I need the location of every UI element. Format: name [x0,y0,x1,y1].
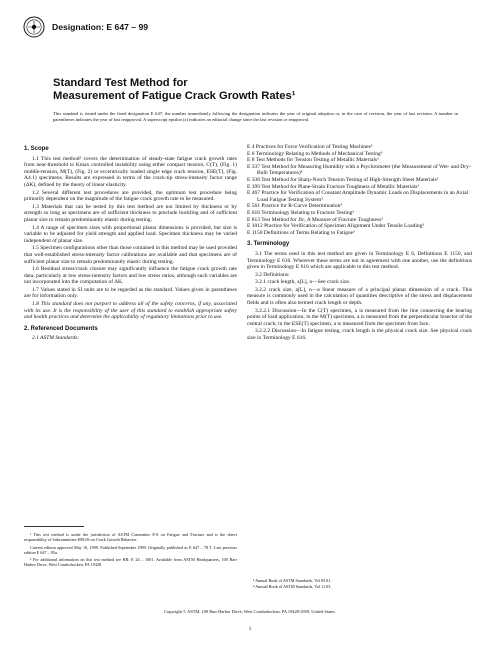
right-column [247,144,472,343]
paragraph-1-1: 1.1 This test method² covers the determination of steady-state fatigue crack growth rates from near-threshold to Kmax controlled instability using either compact tension, C(T), (Fig. 1) middle-tension, M(T), (Fig. 2) or eccentrically loaded single edge crack tension, ESE(T), (Fig. A4.1) specimens. Results are expressed in terms of the crack-tip stress-intensity factor range (ΔK), defined by the theory of linear elasticity. [24,155,237,188]
paragraph-1-5: 1.5 Specimen configurations other than those contained in this method may be used provided that well-established stress-intensity factor calibrations are available and that specimens are of sufficient planar size to remain predominantly elastic during testing. [24,245,237,265]
paragraph-3-2-2-1: 3.2.2.1 Discussion—In the C(T) specimen, a is measured from the line connecting the bearing points of load application; in the M(T) specimen, a is measured from the perpendicular bisector of the central crack; in the ESE(T) specimen, a is measured from the specimen front face. [247,307,472,327]
title-line-2: Measurement of Fatigue Crack Growth Rates¹ [53,90,296,102]
reference-item: E 6 Terminology Relating to Methods of Mechanical Testing³ [247,150,383,157]
footnote-divider [24,526,84,527]
reference-item: E 1012 Practice for Verification of Specimen Alignment Under Tensile Loading³ [247,223,425,230]
copyright-line: Copyright © ASTM, 100 Barr Harbor Drive, West Conshohocken, PA 19428-2959, United States. [164,609,336,614]
paragraph-1-7: 1.7 Values stated in SI units are to be regarded as the standard. Values given in parentheses are for information only. [24,286,237,300]
paragraph-1-4: 1.4 A range of specimen sizes with proportional planar dimensions is provided, but size is variable to be adjusted for yield strength and applied load. Specimen thickness may be varied independent of planar size. [24,224,237,244]
paragraph-3-2-1: 3.2.1 crack length, a[L], n—See crack size. [255,279,351,286]
astm-logo-icon [22,16,46,38]
footnote-2: ² For additional information on this test method see RR: E 24 – 1001. Available from ASTM Headquarters, 100 Barr Harbor Drive, West Conshohocken, PA 19428. [24,557,237,568]
reference-item: E 616 Terminology Relating to Fracture Testing³ [247,209,354,216]
paragraph-1-3: 1.3 Materials that can be tested by this test method are not limited by thickness or by strength so long as specimens are of sufficient thickness to preclude buckling and of sufficient planar size to remain predominantly elastic during testing. [24,203,237,223]
paragraph-1-6: 1.6 Residual stress/crack closure may significantly influence the fatigue crack growth rate data, particularly at low stress-intensity factors and low stress ratios, although such variables are not incorporated into the computation of ΔK. [24,266,237,286]
paragraph-2-1: 2.1 ASTM Standards: [32,335,80,342]
document-title [53,77,453,103]
footnote-1: ¹ This test method is under the jurisdiction of ASTM Committee E-8 on Fatigue and Fracture and is the direct responsibility of Subcommittee E08.06 on Crack Growth Behavior. [24,532,237,543]
page-number: 1 [248,626,252,632]
paragraph-3-2: 3.2 Definitions: [255,271,290,278]
footnotes-right [247,578,472,591]
footnote-3: ³ Annual Book of ASTM Standards, Vol 03.01. [253,578,332,583]
footnote-4: ⁴ Annual Book of ASTM Standards, Vol 11.03. [253,584,332,590]
section-title-terminology: 3. Terminology [247,241,290,248]
reference-item: E 813 Test Method for JIc, A Measure of Fracture Toughness³ [247,216,383,223]
paragraph-1-8: 1.8 This standard does not purport to address all of the safety concerns, if any, associated with its use. It is the responsibility of the user of this standard to establish appropriate safety and health practices and determine the applicability of regulatory limitations prior to use. [24,301,237,321]
reference-item: E 337 Test Method for Measuring Humidity with a Psychrometer (the Measurement of Wet- and Dry-Bulb Temperatures)⁴ [247,163,471,177]
reference-item: E 399 Test Method for Plane-Strain Fracture Toughness of Metallic Materials³ [247,183,420,190]
referenced-standards-list [247,144,472,236]
reference-item: E 467 Practice for Verification of Constant Amplitude Dynamic Loads on Displacements in an Axial Load Fatigue Testing System³ [247,190,469,203]
footnotes-left [24,526,237,570]
reference-item: E 4 Practices for Force Verification of Testing Machines³ [247,144,373,150]
reference-item: E 338 Test Method for Sharp-Notch Tension Testing of High-Strength Sheet Materials³ [247,176,439,183]
section-title-referenced-documents: 2. Referenced Documents [24,325,98,332]
paragraph-3-2-2-2: 3.2.2.2 Discussion—In fatigue testing, crack length is the physical crack size. See physical crack size in Terminology E 616. [247,328,472,342]
paragraph-3-2-2: 3.2.2 crack size, a[L], n—a linear measure of a principal planar dimension of a crack. This measure is commonly used in the calculation of quantities descriptive of the stress and displacement fields and is often also termed crack length or depth. [247,286,472,307]
reference-item: E 8 Test Methods for Tension Testing of Metallic Materials³ [247,157,379,164]
title-line-1: Standard Test Method for [53,77,188,89]
designation-label: Designation: E 647 – 99 [52,22,148,32]
section-title-scope: 1. Scope [24,146,49,152]
paragraph-3-1: 3.1 The terms used in this test method are given in Terminology E 6, Definitions E 1150, and Terminology E 616. Wherever these terms are not in agreement with one another, use the definitions given in Terminology E 616 which are applicable to this test method. [247,250,472,271]
issue-note: This standard is issued under the fixed designation E 647; the number immediately following the designation indicates the year of original adoption or, in the case of revision, the year of last revision. A number in parentheses indicates the year of last reapproval. A superscript epsilon (ε) indicates an editorial change since the last revision or reapproval. [53,111,458,122]
reference-item: E 561 Practice for R-Curve Determination³ [247,203,342,210]
reference-item: E 1150 Definitions of Terms Relating to Fatigue³ [247,229,355,236]
paragraph-1-2: 1.2 Several different test procedures are provided, the optimum test procedure being primarily dependent on the magnitude of the fatigue crack growth rate to be measured. [24,189,237,203]
left-column [24,144,237,344]
footnote-1-edition: Current edition approved May 10, 1999. Published September 1999. Originally published as E 647 – 78 T. Last previous edition E 647 – 95a. [24,544,237,555]
document-header [22,14,148,40]
